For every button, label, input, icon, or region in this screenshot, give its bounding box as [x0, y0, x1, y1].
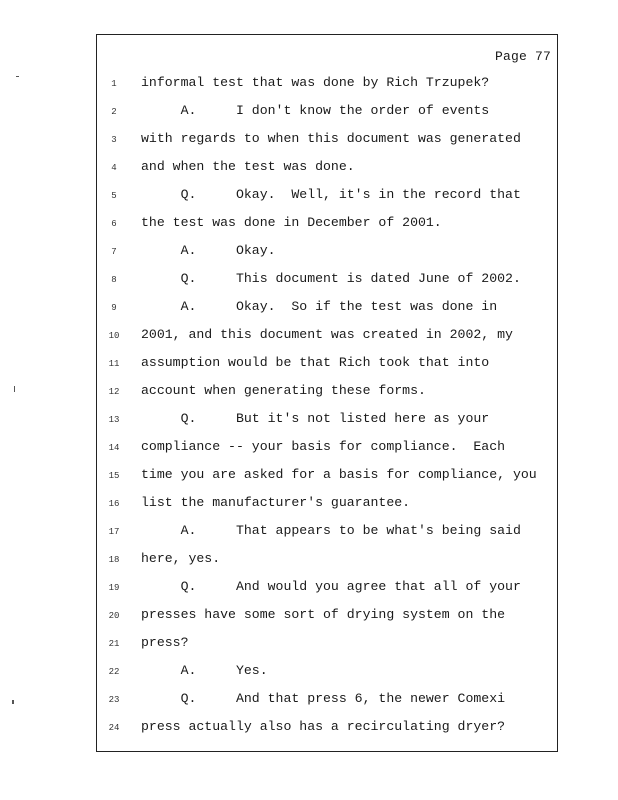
scan-speck: [14, 386, 15, 392]
transcript-line: [97, 159, 557, 179]
scan-speck: [12, 700, 14, 704]
transcript-line: [97, 439, 557, 459]
line-number: 15: [108, 471, 120, 481]
transcript-line: [97, 299, 557, 319]
line-number: 19: [108, 583, 120, 593]
transcript-line: [97, 691, 557, 711]
line-number: 5: [111, 191, 117, 201]
line-number: 3: [111, 135, 117, 145]
line-number: 12: [108, 387, 120, 397]
line-text: press?: [141, 635, 189, 650]
line-number: 21: [108, 639, 120, 649]
transcript-line: [97, 495, 557, 515]
line-text: A. Okay. So if the test was done in: [141, 299, 498, 314]
line-number: 2: [111, 107, 117, 117]
line-text: Q. This document is dated June of 2002.: [141, 271, 521, 286]
line-number: 23: [108, 695, 120, 705]
line-text: informal test that was done by Rich Trzupek?: [141, 75, 490, 90]
line-number: 14: [108, 443, 120, 453]
transcript-line: [97, 131, 557, 151]
transcript-line: [97, 635, 557, 655]
line-number: 11: [108, 359, 120, 369]
line-text: list the manufacturer's guarantee.: [141, 495, 411, 510]
transcript-line: [97, 579, 557, 599]
transcript-line: [97, 75, 557, 95]
line-number: 9: [111, 303, 117, 313]
transcript-page: [96, 34, 558, 752]
line-text: time you are asked for a basis for compliance, you: [141, 467, 537, 482]
line-text: A. Yes.: [141, 663, 268, 678]
line-number: 16: [108, 499, 120, 509]
transcript-line: [97, 103, 557, 123]
line-number: 20: [108, 611, 120, 621]
line-text: presses have some sort of drying system on the: [141, 607, 506, 622]
line-text: account when generating these forms.: [141, 383, 426, 398]
line-text: and when the test was done.: [141, 159, 355, 174]
transcript-line: [97, 243, 557, 263]
line-number: 18: [108, 555, 120, 565]
line-number: 22: [108, 667, 120, 677]
line-text: press actually also has a recirculating dryer?: [141, 719, 506, 734]
line-text: assumption would be that Rich took that into: [141, 355, 490, 370]
line-number: 8: [111, 275, 117, 285]
line-text: A. Okay.: [141, 243, 276, 258]
line-text: 2001, and this document was created in 2002, my: [141, 327, 513, 342]
line-text: Q. And that press 6, the newer Comexi: [141, 691, 506, 706]
line-text: here, yes.: [141, 551, 221, 566]
transcript-line: [97, 383, 557, 403]
transcript-line: [97, 607, 557, 627]
transcript-line: [97, 663, 557, 683]
transcript-line: [97, 467, 557, 487]
line-number: 1: [111, 79, 117, 89]
scan-speck: [16, 76, 19, 77]
line-number: 13: [108, 415, 120, 425]
transcript-line: [97, 355, 557, 375]
line-number: 10: [108, 331, 120, 341]
transcript-line: [97, 719, 557, 739]
line-text: Q. But it's not listed here as your: [141, 411, 490, 426]
transcript-line: [97, 327, 557, 347]
line-text: the test was done in December of 2001.: [141, 215, 442, 230]
line-number: 24: [108, 723, 120, 733]
line-text: compliance -- your basis for compliance. Each: [141, 439, 506, 454]
line-text: A. That appears to be what's being said: [141, 523, 521, 538]
line-text: A. I don't know the order of events: [141, 103, 490, 118]
transcript-line: [97, 551, 557, 571]
transcript-line: [97, 187, 557, 207]
line-number: 6: [111, 219, 117, 229]
line-text: Q. Okay. Well, it's in the record that: [141, 187, 521, 202]
line-number: 17: [108, 527, 120, 537]
transcript-line: [97, 271, 557, 291]
transcript-line: [97, 523, 557, 543]
line-text: Q. And would you agree that all of your: [141, 579, 521, 594]
page-number: Page 77: [494, 49, 551, 64]
line-number: 7: [111, 247, 117, 257]
transcript-line: [97, 411, 557, 431]
line-number: 4: [111, 163, 117, 173]
line-text: with regards to when this document was generated: [141, 131, 521, 146]
transcript-line: [97, 215, 557, 235]
